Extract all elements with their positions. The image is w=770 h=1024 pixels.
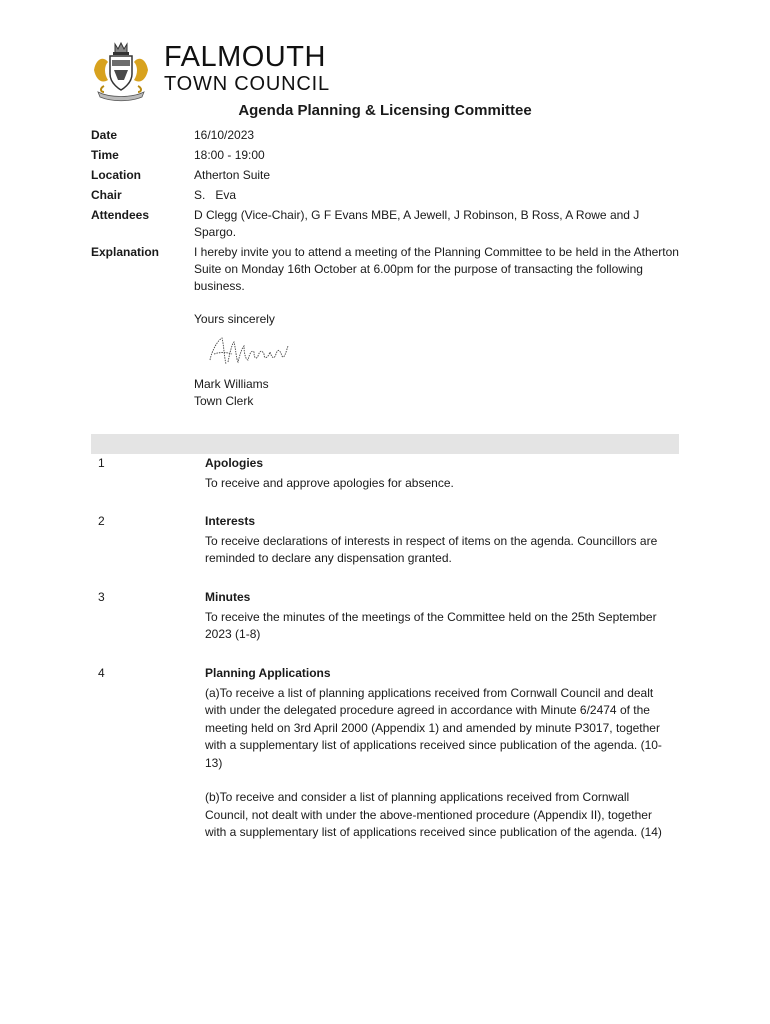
item-body — [205, 455, 675, 493]
meta-label: Chair — [91, 188, 122, 202]
agenda-header-band — [91, 434, 679, 454]
agenda-item — [91, 455, 679, 493]
item-paragraph: (b)To receive and consider a list of planning applications received from Cornwall Council, not dealt with under the above-mentioned procedure (Appendix II), together with a supplementary list of applications received since publication of the agenda. (14) — [205, 790, 662, 839]
item-title: Interests — [205, 513, 256, 528]
item-text — [205, 475, 675, 493]
meta-value: 18:00 - 19:00 — [194, 148, 265, 162]
agenda-items — [91, 455, 679, 842]
item-number: 1 — [98, 456, 105, 470]
meta-value: I hereby invite you to attend a meeting of the Planning Committee to be held in the Atherton Suite on Monday 16th October at 6.00pm for the purpose of transacting the following business. — [194, 245, 679, 293]
meta-row-location — [91, 167, 691, 184]
item-number: 4 — [98, 665, 105, 680]
item-title: Minutes — [205, 589, 251, 604]
agenda-item — [91, 589, 679, 644]
item-paragraph: To receive declarations of interests in respect of items on the agenda. Councillors are reminded to declare any dispensation granted. — [205, 533, 658, 565]
item-title: Apologies — [205, 456, 264, 470]
item-paragraph: (a)To receive a list of planning applications received from Cornwall Council and dealt with under the delegated procedure agreed in accordance with Minute 6/2474 of the meeting held on 3rd April 2000 (Appendix 1) and amended by minute P3017, together with a supplementary list of applications received since publication of the agenda. (10-13) — [205, 685, 662, 770]
meta-label: Explanation — [91, 245, 160, 259]
meta-value: 16/10/2023 — [194, 128, 255, 142]
item-number: 2 — [98, 513, 105, 528]
meta-label: Attendees — [91, 208, 150, 222]
item-body — [205, 513, 675, 568]
item-text — [205, 609, 675, 644]
meta-row-explanation — [91, 244, 691, 295]
meta-value: D Clegg (Vice-Chair), G F Evans MBE, A Jewell, J Robinson, B Ross, A Rowe and J Spargo. — [194, 208, 640, 239]
item-paragraph: To receive and approve apologies for absence. — [205, 476, 454, 490]
page-title: Agenda Planning & Licensing Committee — [238, 102, 532, 119]
meta-value: Atherton Suite — [194, 168, 271, 182]
meta-row-attendees — [91, 207, 691, 241]
meeting-details — [91, 127, 691, 298]
meta-label: Location — [91, 168, 141, 182]
town-crest-icon — [90, 40, 152, 102]
meta-row-chair — [91, 187, 691, 204]
item-title: Planning Applications — [205, 665, 331, 680]
closing-text: Yours sincerely — [194, 312, 275, 326]
org-subtitle: TOWN COUNCIL — [164, 73, 330, 95]
item-text — [205, 685, 675, 842]
meta-row-date — [91, 127, 691, 144]
item-paragraph: To receive the minutes of the meetings of the Committee held on the 25th September 2023 (1-8) — [205, 609, 657, 641]
item-text — [205, 533, 675, 568]
signatory-name: Mark Williams — [194, 377, 269, 391]
meta-label: Time — [91, 148, 119, 162]
signature-icon — [204, 332, 294, 372]
item-number: 3 — [98, 589, 105, 604]
meta-row-time — [91, 147, 691, 164]
signatory-role: Town Clerk — [194, 394, 254, 408]
agenda-item — [91, 513, 679, 568]
org-name: FALMOUTH — [164, 41, 326, 73]
item-body — [205, 589, 675, 644]
letter-closing-block — [194, 311, 294, 410]
item-body — [205, 665, 675, 842]
meta-value: S. Eva — [194, 188, 237, 202]
agenda-item — [91, 665, 679, 842]
meta-label: Date — [91, 128, 118, 142]
letterhead — [90, 40, 330, 102]
